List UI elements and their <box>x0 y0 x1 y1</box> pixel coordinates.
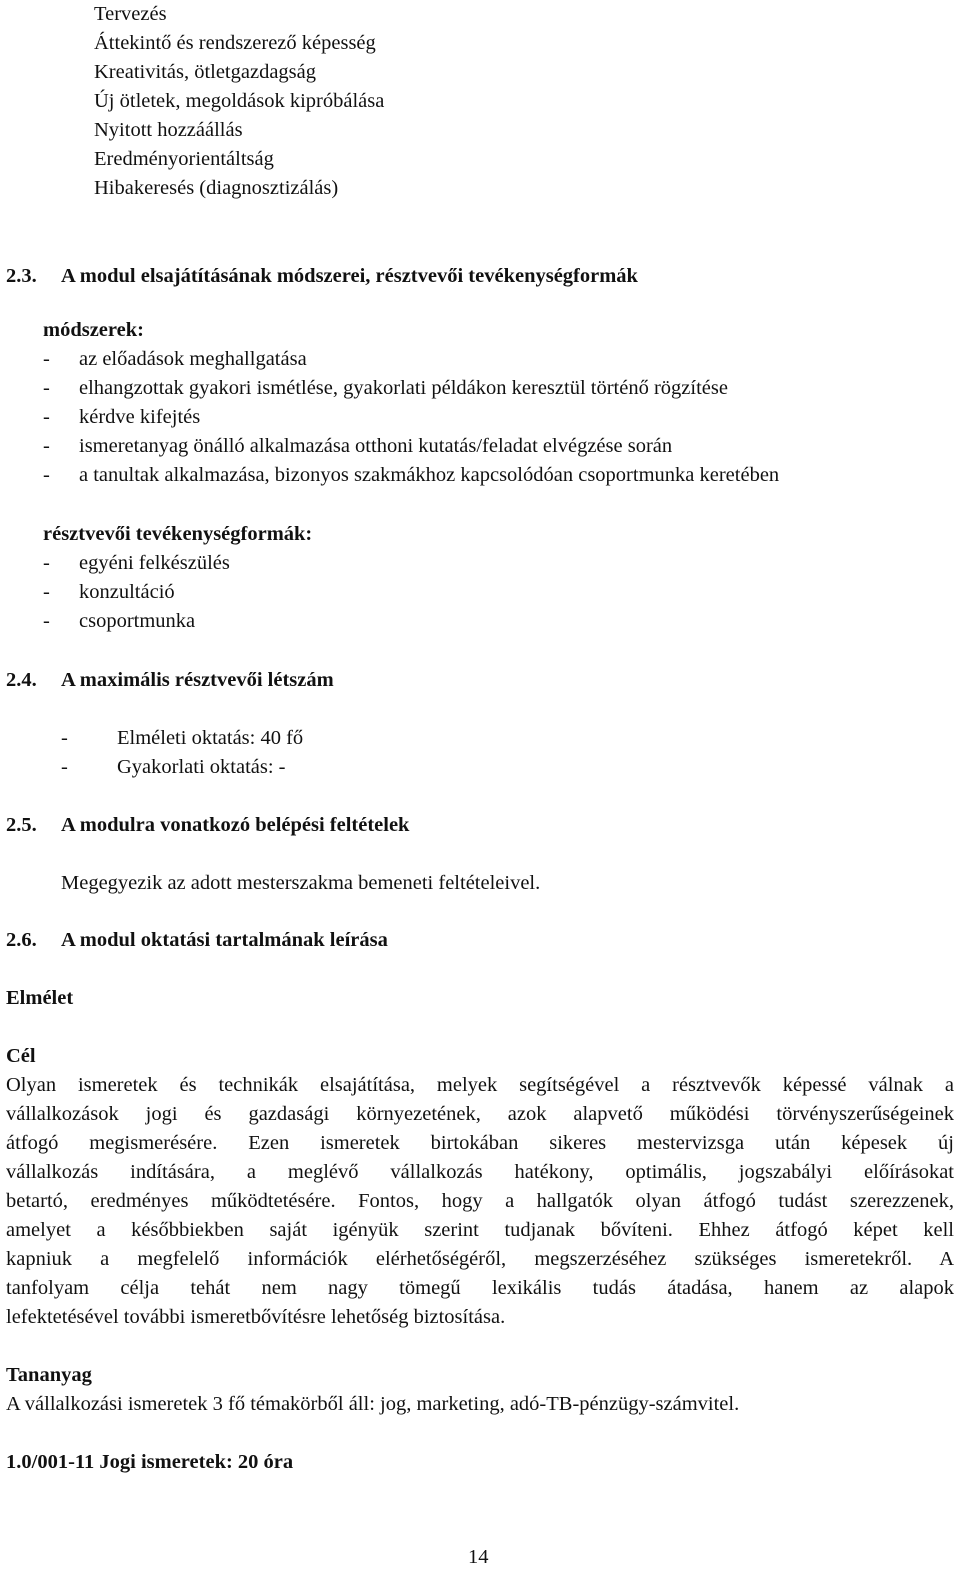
form-item: egyéni felkészülés <box>79 552 230 574</box>
tananyag-text: A vállalkozási ismeretek 3 fő témakörből áll: jog, marketing, adó-TB-pénzügy-számvitel. <box>6 1393 740 1415</box>
form-item: konzultáció <box>79 581 175 603</box>
list-dash: - <box>43 435 50 457</box>
section-title: A maximális résztvevői létszám <box>61 669 334 691</box>
list-dash: - <box>43 581 50 603</box>
paragraph-line: Olyan ismeretek és technikák elsajátítása, melyek segítségével a résztvevők képessé válnak a <box>6 1074 954 1096</box>
method-item: kérdve kifejtés <box>79 406 201 428</box>
method-item: az előadások meghallgatása <box>79 348 307 370</box>
list-dash: - <box>43 406 50 428</box>
forms-label: résztvevői tevékenységformák: <box>43 523 313 545</box>
cel-heading: Cél <box>6 1045 36 1067</box>
paragraph-line: tanfolyam célja tehát nem nagy tömegű lexikális tudás átadása, hanem az alapok <box>6 1277 954 1299</box>
section-title: A modulra vonatkozó belépési feltételek <box>61 814 410 836</box>
paragraph-line: átfogó megismerésére. Ezen ismeretek birtokában sikeres mestervizsga után képesek új <box>6 1132 954 1154</box>
methods-label: módszerek: <box>43 319 144 341</box>
list-dash: - <box>43 552 50 574</box>
skill-item: Áttekintő és rendszerező képesség <box>94 32 376 54</box>
list-dash: - <box>43 610 50 632</box>
skill-item: Eredményorientáltság <box>94 148 274 170</box>
paragraph-line: vállalkozások jogi és gazdasági környezetének, azok alapvető működési törvényszerűségeinek <box>6 1103 954 1125</box>
list-dash: - <box>61 727 68 749</box>
method-item: elhangzottak gyakori ismétlése, gyakorlati példákon keresztül történő rögzítése <box>79 377 728 399</box>
elmelet-heading: Elmélet <box>6 987 74 1009</box>
page-number: 14 <box>468 1546 489 1568</box>
section-number: 2.6. <box>6 929 37 951</box>
tananyag-heading: Tananyag <box>6 1364 92 1386</box>
subsection-heading: 1.0/001-11 Jogi ismeretek: 20 óra <box>6 1451 294 1473</box>
list-dash: - <box>61 756 68 778</box>
list-dash: - <box>43 464 50 486</box>
capacity-item: Gyakorlati oktatás: - <box>117 756 286 778</box>
skill-item: Tervezés <box>94 3 167 25</box>
skill-item: Kreativitás, ötletgazdagság <box>94 61 316 83</box>
paragraph-line: betartó, eredményes működtetésére. Fontos, hogy a hallgatók olyan átfogó tudást szerezzenek, <box>6 1190 954 1212</box>
skill-item: Új ötletek, megoldások kipróbálása <box>94 90 385 112</box>
method-item: a tanultak alkalmazása, bizonyos szakmákhoz kapcsolódóan csoportmunka keretében <box>79 464 780 486</box>
section-title: A modul elsajátításának módszerei, résztvevői tevékenységformák <box>61 265 638 287</box>
section-number: 2.4. <box>6 669 37 691</box>
paragraph-line: vállalkozás indítására, a meglévő vállalkozás hatékony, optimális, jogszabályi előírásokat <box>6 1161 954 1183</box>
section-number: 2.5. <box>6 814 37 836</box>
capacity-item: Elméleti oktatás: 40 fő <box>117 727 304 749</box>
paragraph-line: kapniuk a megfelelő információk elérhetőségéről, megszerzéséhez szükséges ismeretekről. A <box>6 1248 954 1270</box>
section-title: A modul oktatási tartalmának leírása <box>61 929 388 951</box>
form-item: csoportmunka <box>79 610 196 632</box>
list-dash: - <box>43 348 50 370</box>
method-item: ismeretanyag önálló alkalmazása otthoni kutatás/feladat elvégzése során <box>79 435 673 457</box>
list-dash: - <box>43 377 50 399</box>
section-text: Megegyezik az adott mesterszakma bemeneti feltételeivel. <box>61 872 541 894</box>
paragraph-line: lefektetésével további ismeretbővítésre lehetőség biztosítása. <box>6 1306 506 1328</box>
skill-item: Hibakeresés (diagnosztizálás) <box>94 177 339 199</box>
paragraph-line: amelyet a későbbiekben saját igényük szerint tudjanak bővíteni. Ehhez átfogó képet kell <box>6 1219 954 1241</box>
section-number: 2.3. <box>6 265 37 287</box>
skill-item: Nyitott hozzáállás <box>94 119 243 141</box>
